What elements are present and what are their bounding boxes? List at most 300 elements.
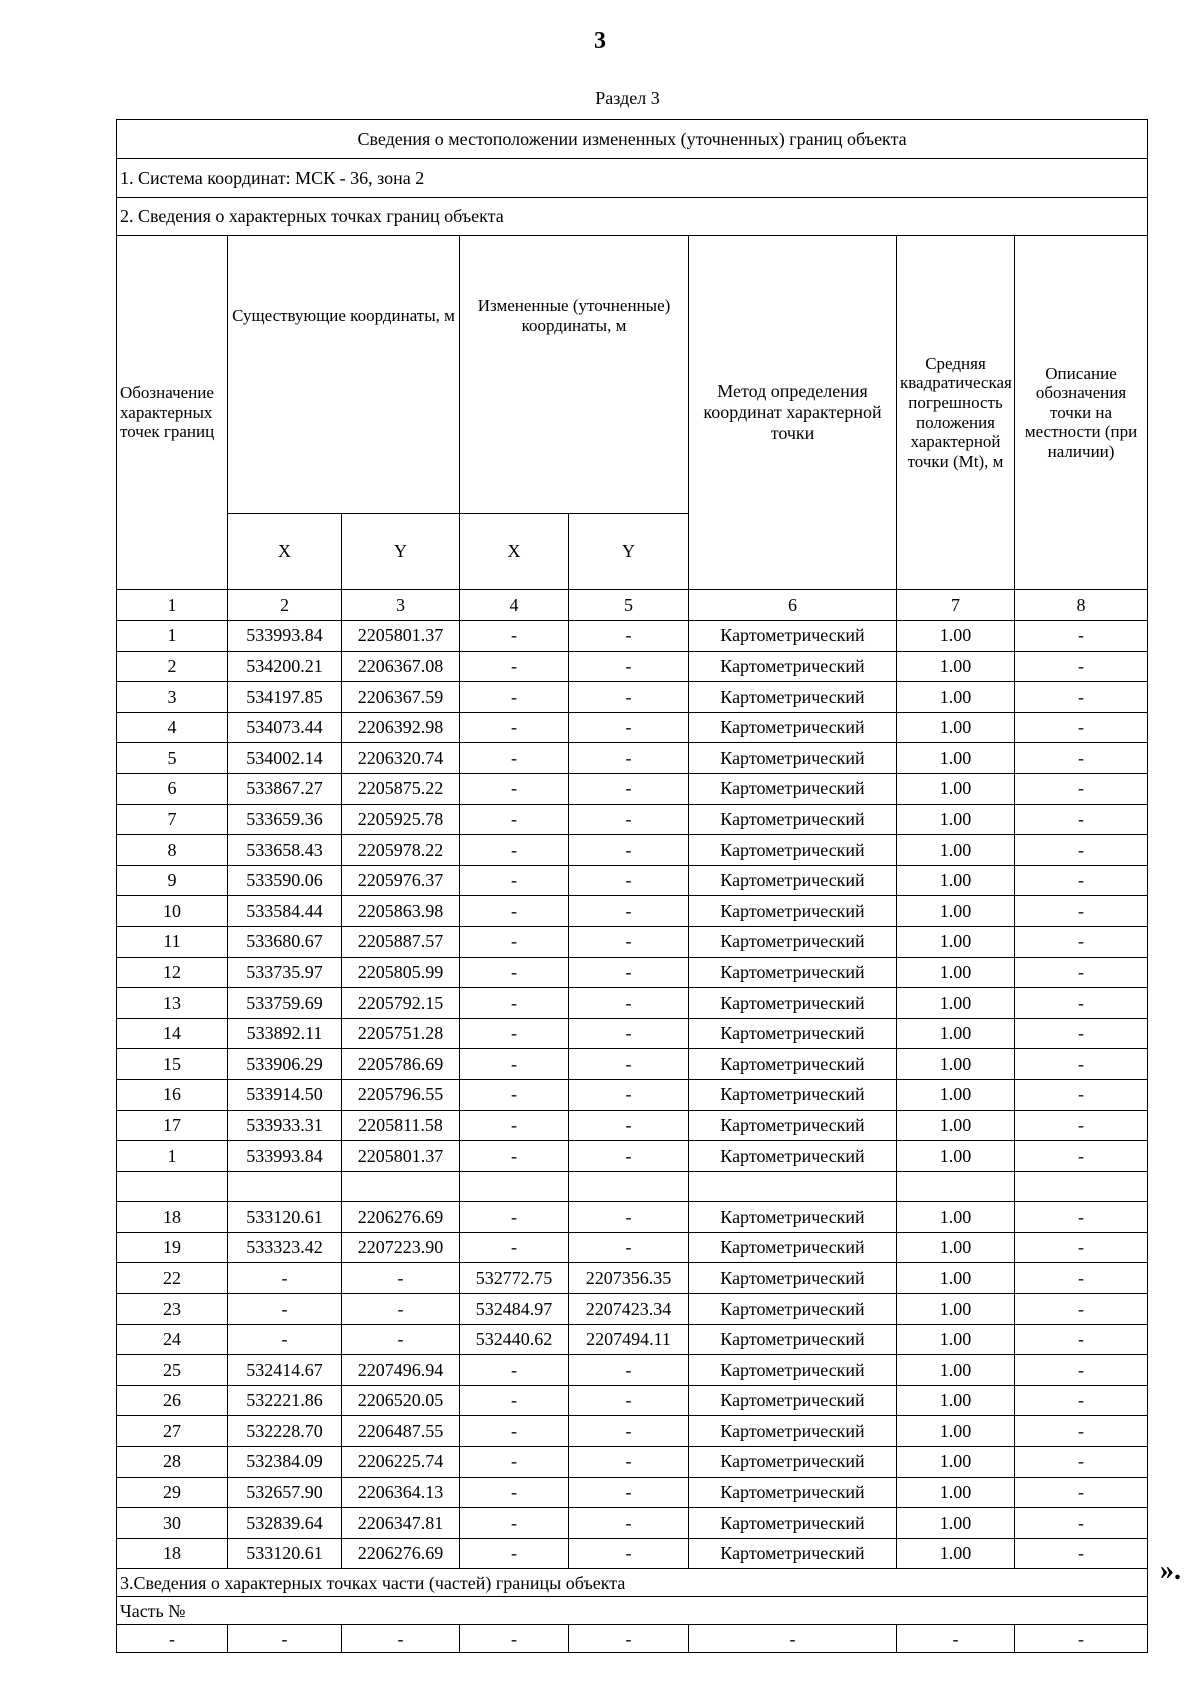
cell-changed-y: - [569, 1477, 689, 1508]
cell-existing-y: 2207496.94 [342, 1355, 460, 1386]
cell-existing-x: 533680.67 [228, 926, 342, 957]
cell-changed-y: - [569, 682, 689, 713]
cell-changed-y: - [569, 1355, 689, 1386]
last-row-cell: - [117, 1625, 228, 1653]
cell-error: 1.00 [897, 865, 1015, 896]
cell-point: 14 [117, 1018, 228, 1049]
cell-existing-x: 534200.21 [228, 651, 342, 682]
cell-method: Картометрический [689, 957, 897, 988]
cell-description: - [1015, 957, 1148, 988]
cell-description: - [1015, 804, 1148, 835]
cell-description [1015, 1171, 1148, 1202]
cell-method: Картометрический [689, 1263, 897, 1294]
cell-error: 1.00 [897, 1508, 1015, 1539]
table-row [117, 743, 1148, 774]
cell-changed-x: - [460, 835, 569, 866]
table-row [117, 1447, 1148, 1478]
cell-existing-y: 2206276.69 [342, 1202, 460, 1233]
cell-existing-x: 532228.70 [228, 1416, 342, 1447]
cell-existing-y: - [342, 1263, 460, 1294]
cell-changed-x: 532440.62 [460, 1324, 569, 1355]
cell-existing-y: 2206347.81 [342, 1508, 460, 1539]
cell-point: 22 [117, 1263, 228, 1294]
table-row [117, 835, 1148, 866]
cell-existing-x [228, 1171, 342, 1202]
cell-changed-y: 2207356.35 [569, 1263, 689, 1294]
page-number: 3 [594, 28, 606, 54]
cell-description: - [1015, 1018, 1148, 1049]
cell-changed-x: - [460, 621, 569, 652]
cell-error: 1.00 [897, 1416, 1015, 1447]
cell-changed-y: - [569, 1538, 689, 1569]
cell-changed-y: - [569, 804, 689, 835]
table-row [117, 988, 1148, 1019]
cell-existing-y: 2206225.74 [342, 1447, 460, 1478]
cell-point: 11 [117, 926, 228, 957]
cell-point: 12 [117, 957, 228, 988]
cell-description: - [1015, 835, 1148, 866]
cell-description: - [1015, 1477, 1148, 1508]
cell-error: 1.00 [897, 1324, 1015, 1355]
cell-method: Картометрический [689, 621, 897, 652]
cell-existing-y: 2205976.37 [342, 865, 460, 896]
cell-error: 1.00 [897, 1141, 1015, 1172]
cell-point: 9 [117, 865, 228, 896]
cell-existing-x: 533584.44 [228, 896, 342, 927]
cell-point [117, 1171, 228, 1202]
cell-existing-x: 533993.84 [228, 621, 342, 652]
cell-method: Картометрический [689, 1232, 897, 1263]
cell-error: 1.00 [897, 712, 1015, 743]
cell-error: 1.00 [897, 835, 1015, 866]
cell-existing-y: 2207223.90 [342, 1232, 460, 1263]
header-error: Средняя квадратическая погрешность положения характерной точки (Mt), м [897, 236, 1015, 590]
cell-method: Картометрический [689, 1324, 897, 1355]
cell-changed-x: - [460, 743, 569, 774]
col-number: 7 [897, 590, 1015, 621]
table-row [117, 926, 1148, 957]
header-changed-y: Y [569, 514, 689, 590]
cell-changed-y: - [569, 1202, 689, 1233]
cell-error: 1.00 [897, 896, 1015, 927]
cell-existing-y: 2206276.69 [342, 1538, 460, 1569]
cell-changed-x: - [460, 682, 569, 713]
cell-existing-y: - [342, 1324, 460, 1355]
header-description: Описание обозначения точки на местности (при наличии) [1015, 236, 1148, 590]
cell-existing-x: 533914.50 [228, 1079, 342, 1110]
cell-changed-y: 2207423.34 [569, 1294, 689, 1325]
last-row-cell: - [689, 1625, 897, 1653]
table-row [117, 1355, 1148, 1386]
header-point-designation: Обозначение характерных точек границ [117, 236, 228, 590]
cell-point: 27 [117, 1416, 228, 1447]
cell-changed-y: - [569, 1110, 689, 1141]
cell-changed-y: - [569, 773, 689, 804]
cell-description: - [1015, 743, 1148, 774]
cell-method: Картометрический [689, 773, 897, 804]
cell-existing-x: - [228, 1324, 342, 1355]
cell-existing-y: 2205978.22 [342, 835, 460, 866]
cell-point: 10 [117, 896, 228, 927]
cell-method: Картометрический [689, 988, 897, 1019]
boundary-points-table [116, 119, 1148, 1653]
cell-existing-x: 533323.42 [228, 1232, 342, 1263]
cell-method: Картометрический [689, 1141, 897, 1172]
cell-changed-y [569, 1171, 689, 1202]
cell-description: - [1015, 1355, 1148, 1386]
cell-existing-y: 2205801.37 [342, 621, 460, 652]
cell-method: Картометрический [689, 1416, 897, 1447]
cell-description: - [1015, 651, 1148, 682]
last-row-cell: - [460, 1625, 569, 1653]
cell-description: - [1015, 1508, 1148, 1539]
table-row [117, 1294, 1148, 1325]
cell-changed-y: - [569, 926, 689, 957]
cell-existing-y: - [342, 1294, 460, 1325]
cell-description: - [1015, 896, 1148, 927]
cell-existing-x: 533906.29 [228, 1049, 342, 1080]
last-row-cell: - [569, 1625, 689, 1653]
cell-point: 1 [117, 1141, 228, 1172]
cell-changed-x: - [460, 651, 569, 682]
cell-changed-y: - [569, 743, 689, 774]
cell-method: Картометрический [689, 1355, 897, 1386]
cell-error: 1.00 [897, 804, 1015, 835]
cell-changed-y: - [569, 712, 689, 743]
cell-error: 1.00 [897, 682, 1015, 713]
cell-error: 1.00 [897, 1538, 1015, 1569]
cell-existing-y: 2205875.22 [342, 773, 460, 804]
cell-existing-y: 2205887.57 [342, 926, 460, 957]
cell-existing-x: 533120.61 [228, 1538, 342, 1569]
table-row [117, 1477, 1148, 1508]
header-existing-coords: Существующие координаты, м [228, 236, 460, 514]
table-row [117, 957, 1148, 988]
cell-existing-y: 2205792.15 [342, 988, 460, 1019]
table-row [117, 1141, 1148, 1172]
cell-changed-x: - [460, 1508, 569, 1539]
cell-existing-x: 532221.86 [228, 1385, 342, 1416]
cell-changed-x: - [460, 1079, 569, 1110]
cell-error: 1.00 [897, 1294, 1015, 1325]
cell-changed-x: - [460, 712, 569, 743]
cell-description: - [1015, 865, 1148, 896]
header-changed-coords: Измененные (уточненные) координаты, м [460, 236, 689, 514]
cell-existing-y: 2206367.08 [342, 651, 460, 682]
cell-description: - [1015, 712, 1148, 743]
cell-changed-y: - [569, 865, 689, 896]
cell-method: Картометрический [689, 1508, 897, 1539]
cell-method: Картометрический [689, 896, 897, 927]
part-number-label: Часть № [117, 1597, 1148, 1625]
parts-heading: 3.Сведения о характерных точках части (частей) границы объекта [117, 1569, 1148, 1597]
cell-existing-y: 2205801.37 [342, 1141, 460, 1172]
cell-existing-x: - [228, 1294, 342, 1325]
cell-error: 1.00 [897, 1477, 1015, 1508]
table-row [117, 651, 1148, 682]
cell-method: Картометрический [689, 682, 897, 713]
cell-point: 25 [117, 1355, 228, 1386]
header-method: Метод определения координат характерной точки [689, 236, 897, 590]
cell-changed-y: - [569, 1447, 689, 1478]
cell-description: - [1015, 1202, 1148, 1233]
cell-changed-x: - [460, 1202, 569, 1233]
cell-error [897, 1171, 1015, 1202]
cell-changed-y: - [569, 651, 689, 682]
cell-existing-x: 532839.64 [228, 1508, 342, 1539]
cell-changed-y: - [569, 1049, 689, 1080]
cell-existing-x: 534197.85 [228, 682, 342, 713]
coordinate-system: 1. Система координат: МСК - 36, зона 2 [117, 159, 1148, 198]
table-row [117, 1232, 1148, 1263]
cell-description: - [1015, 1538, 1148, 1569]
col-number: 4 [460, 590, 569, 621]
cell-description: - [1015, 1416, 1148, 1447]
cell-point: 19 [117, 1232, 228, 1263]
cell-existing-x: 534002.14 [228, 743, 342, 774]
cell-existing-x: - [228, 1263, 342, 1294]
cell-changed-y: - [569, 1385, 689, 1416]
cell-existing-y [342, 1171, 460, 1202]
cell-point: 2 [117, 651, 228, 682]
table-row [117, 1324, 1148, 1355]
cell-changed-x: - [460, 926, 569, 957]
table-row [117, 1202, 1148, 1233]
last-row-cell: - [342, 1625, 460, 1653]
cell-changed-x: - [460, 896, 569, 927]
cell-description: - [1015, 1294, 1148, 1325]
cell-error: 1.00 [897, 621, 1015, 652]
cell-changed-y: 2207494.11 [569, 1324, 689, 1355]
table-row [117, 865, 1148, 896]
cell-changed-y: - [569, 835, 689, 866]
cell-changed-y: - [569, 1508, 689, 1539]
cell-existing-x: 533993.84 [228, 1141, 342, 1172]
cell-changed-x: - [460, 1447, 569, 1478]
cell-description: - [1015, 1141, 1148, 1172]
cell-point: 24 [117, 1324, 228, 1355]
cell-existing-x: 532414.67 [228, 1355, 342, 1386]
cell-method: Картометрический [689, 835, 897, 866]
cell-existing-x: 533759.69 [228, 988, 342, 1019]
table-row [117, 712, 1148, 743]
cell-error: 1.00 [897, 926, 1015, 957]
cell-changed-x: 532484.97 [460, 1294, 569, 1325]
table-row [117, 682, 1148, 713]
cell-changed-x: - [460, 1416, 569, 1447]
cell-error: 1.00 [897, 1018, 1015, 1049]
cell-description: - [1015, 773, 1148, 804]
cell-existing-y: 2205786.69 [342, 1049, 460, 1080]
header-existing-y: Y [342, 514, 460, 590]
cell-method: Картометрический [689, 1477, 897, 1508]
cell-error: 1.00 [897, 773, 1015, 804]
table-row [117, 1110, 1148, 1141]
cell-changed-x: - [460, 773, 569, 804]
table-row [117, 896, 1148, 927]
cell-changed-x: - [460, 1385, 569, 1416]
cell-point: 6 [117, 773, 228, 804]
cell-changed-x: - [460, 1049, 569, 1080]
cell-method: Картометрический [689, 1294, 897, 1325]
cell-existing-x: 533120.61 [228, 1202, 342, 1233]
table-row [117, 1049, 1148, 1080]
cell-method: Картометрический [689, 712, 897, 743]
col-number: 3 [342, 590, 460, 621]
cell-existing-x: 533658.43 [228, 835, 342, 866]
cell-existing-x: 533735.97 [228, 957, 342, 988]
cell-point: 3 [117, 682, 228, 713]
cell-point: 8 [117, 835, 228, 866]
cell-point: 17 [117, 1110, 228, 1141]
cell-point: 29 [117, 1477, 228, 1508]
cell-changed-y: - [569, 1018, 689, 1049]
cell-existing-y: 2206520.05 [342, 1385, 460, 1416]
table-row [117, 773, 1148, 804]
cell-changed-x: 532772.75 [460, 1263, 569, 1294]
table-title: Сведения о местоположении измененных (уточненных) границ объекта [117, 120, 1148, 159]
table-row [117, 1416, 1148, 1447]
cell-method: Картометрический [689, 1079, 897, 1110]
cell-existing-x: 534073.44 [228, 712, 342, 743]
cell-changed-y: - [569, 957, 689, 988]
cell-point: 18 [117, 1538, 228, 1569]
cell-method: Картометрический [689, 1447, 897, 1478]
cell-changed-x: - [460, 865, 569, 896]
cell-method: Картометрический [689, 1385, 897, 1416]
cell-existing-x: 533892.11 [228, 1018, 342, 1049]
cell-changed-x: - [460, 1110, 569, 1141]
cell-error: 1.00 [897, 1202, 1015, 1233]
cell-method: Картометрический [689, 1202, 897, 1233]
cell-existing-x: 532657.90 [228, 1477, 342, 1508]
cell-error: 1.00 [897, 1110, 1015, 1141]
cell-existing-y: 2205751.28 [342, 1018, 460, 1049]
cell-changed-x: - [460, 988, 569, 1019]
cell-error: 1.00 [897, 988, 1015, 1019]
col-number: 1 [117, 590, 228, 621]
cell-existing-x: 532384.09 [228, 1447, 342, 1478]
cell-changed-x: - [460, 804, 569, 835]
cell-point: 16 [117, 1079, 228, 1110]
header-changed-x: X [460, 514, 569, 590]
table-row [117, 1171, 1148, 1202]
closing-mark: ». [1160, 1555, 1181, 1586]
cell-changed-y: - [569, 896, 689, 927]
cell-method: Картометрический [689, 1538, 897, 1569]
cell-point: 18 [117, 1202, 228, 1233]
cell-changed-y: - [569, 1232, 689, 1263]
cell-changed-x: - [460, 1477, 569, 1508]
cell-error: 1.00 [897, 1049, 1015, 1080]
header-existing-x: X [228, 514, 342, 590]
cell-point: 1 [117, 621, 228, 652]
cell-existing-y: 2206364.13 [342, 1477, 460, 1508]
col-number: 5 [569, 590, 689, 621]
cell-changed-x: - [460, 957, 569, 988]
cell-description: - [1015, 1385, 1148, 1416]
cell-method: Картометрический [689, 651, 897, 682]
cell-method: Картометрический [689, 743, 897, 774]
cell-error: 1.00 [897, 1385, 1015, 1416]
cell-point: 23 [117, 1294, 228, 1325]
cell-changed-y: - [569, 988, 689, 1019]
cell-existing-x: 533867.27 [228, 773, 342, 804]
cell-error: 1.00 [897, 957, 1015, 988]
cell-changed-x: - [460, 1232, 569, 1263]
cell-existing-y: 2205805.99 [342, 957, 460, 988]
cell-changed-y: - [569, 1416, 689, 1447]
cell-error: 1.00 [897, 651, 1015, 682]
table-row [117, 1508, 1148, 1539]
cell-point: 13 [117, 988, 228, 1019]
cell-method: Картометрический [689, 804, 897, 835]
cell-existing-x: 533933.31 [228, 1110, 342, 1141]
cell-existing-y: 2205925.78 [342, 804, 460, 835]
last-row-cell: - [1015, 1625, 1148, 1653]
cell-existing-x: 533590.06 [228, 865, 342, 896]
cell-point: 5 [117, 743, 228, 774]
cell-description: - [1015, 1049, 1148, 1080]
cell-description: - [1015, 988, 1148, 1019]
cell-existing-y: 2205796.55 [342, 1079, 460, 1110]
cell-description: - [1015, 1079, 1148, 1110]
cell-error: 1.00 [897, 1232, 1015, 1263]
table-row [117, 1385, 1148, 1416]
cell-point: 7 [117, 804, 228, 835]
cell-error: 1.00 [897, 1447, 1015, 1478]
cell-description: - [1015, 1232, 1148, 1263]
section-label: Раздел 3 [595, 88, 660, 108]
cell-point: 15 [117, 1049, 228, 1080]
cell-changed-y: - [569, 1141, 689, 1172]
table-row [117, 1018, 1148, 1049]
cell-description: - [1015, 1110, 1148, 1141]
cell-method: Картометрический [689, 865, 897, 896]
cell-description: - [1015, 1324, 1148, 1355]
cell-error: 1.00 [897, 1355, 1015, 1386]
cell-point: 4 [117, 712, 228, 743]
cell-existing-x: 533659.36 [228, 804, 342, 835]
cell-method: Картометрический [689, 1049, 897, 1080]
cell-changed-x: - [460, 1018, 569, 1049]
cell-existing-y: 2206487.55 [342, 1416, 460, 1447]
cell-point: 28 [117, 1447, 228, 1478]
cell-changed-x: - [460, 1141, 569, 1172]
cell-existing-y: 2206320.74 [342, 743, 460, 774]
table-row [117, 804, 1148, 835]
cell-changed-x: - [460, 1355, 569, 1386]
cell-changed-y: - [569, 1079, 689, 1110]
cell-method: Картометрический [689, 926, 897, 957]
cell-point: 30 [117, 1508, 228, 1539]
cell-existing-y: 2205811.58 [342, 1110, 460, 1141]
cell-description: - [1015, 1263, 1148, 1294]
cell-existing-y: 2206367.59 [342, 682, 460, 713]
cell-description: - [1015, 926, 1148, 957]
col-number: 2 [228, 590, 342, 621]
cell-description: - [1015, 682, 1148, 713]
cell-point: 26 [117, 1385, 228, 1416]
cell-existing-y: 2205863.98 [342, 896, 460, 927]
cell-method [689, 1171, 897, 1202]
cell-error: 1.00 [897, 743, 1015, 774]
table-row [117, 621, 1148, 652]
points-heading: 2. Сведения о характерных точках границ объекта [117, 198, 1148, 236]
last-row-cell: - [228, 1625, 342, 1653]
cell-changed-x: - [460, 1538, 569, 1569]
table-row [117, 1079, 1148, 1110]
